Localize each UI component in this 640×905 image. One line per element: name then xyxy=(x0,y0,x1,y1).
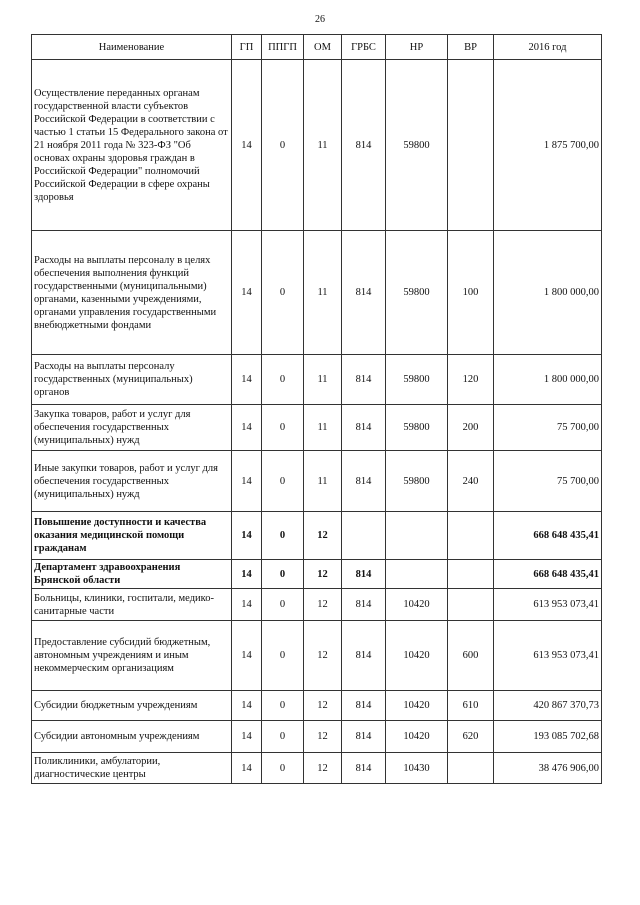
grbs-cell: 814 xyxy=(342,691,386,721)
om-cell: 12 xyxy=(304,560,342,589)
ppgp-cell: 0 xyxy=(262,621,304,691)
table-row xyxy=(32,512,602,560)
header-gp: ГП xyxy=(232,35,262,60)
vr-cell: 610 xyxy=(448,691,494,721)
table-row xyxy=(32,589,602,621)
ppgp-cell: 0 xyxy=(262,560,304,589)
om-cell: 12 xyxy=(304,589,342,621)
grbs-cell: 814 xyxy=(342,721,386,753)
grbs-cell: 814 xyxy=(342,621,386,691)
row-name: Субсидии бюджетным учреждениям xyxy=(32,691,232,721)
om-cell: 11 xyxy=(304,60,342,231)
ppgp-cell: 0 xyxy=(262,753,304,784)
amount-cell: 1 800 000,00 xyxy=(494,231,602,355)
vr-cell: 120 xyxy=(448,355,494,405)
table-row xyxy=(32,691,602,721)
om-cell: 12 xyxy=(304,753,342,784)
gp-cell: 14 xyxy=(232,512,262,560)
table-row xyxy=(32,621,602,691)
nr-cell: 59800 xyxy=(386,405,448,451)
row-name: Расходы на выплаты персоналу в целях обеспечения выполнения функций государственными (муниципальными) органами, казенными учреждениями, органами управления государственными внебюджетными фондами xyxy=(32,231,232,355)
nr-cell: 10420 xyxy=(386,589,448,621)
row-name: Повышение доступности и качества оказания медицинской помощи гражданам xyxy=(32,512,232,560)
table-row xyxy=(32,231,602,355)
nr-cell: 59800 xyxy=(386,60,448,231)
header-grbs: ГРБС xyxy=(342,35,386,60)
om-cell: 11 xyxy=(304,355,342,405)
om-cell: 12 xyxy=(304,512,342,560)
ppgp-cell: 0 xyxy=(262,589,304,621)
amount-cell: 420 867 370,73 xyxy=(494,691,602,721)
row-name: Расходы на выплаты персоналу государственных (муниципальных) органов xyxy=(32,355,232,405)
table-row xyxy=(32,60,602,231)
row-name: Иные закупки товаров, работ и услуг для обеспечения государственных (муниципальных) нужд xyxy=(32,451,232,512)
vr-cell xyxy=(448,60,494,231)
ppgp-cell: 0 xyxy=(262,405,304,451)
table-row xyxy=(32,405,602,451)
vr-cell xyxy=(448,560,494,589)
header-vr: ВР xyxy=(448,35,494,60)
om-cell: 12 xyxy=(304,721,342,753)
gp-cell: 14 xyxy=(232,231,262,355)
header-name: Наименование xyxy=(32,35,232,60)
ppgp-cell: 0 xyxy=(262,512,304,560)
nr-cell xyxy=(386,560,448,589)
grbs-cell: 814 xyxy=(342,60,386,231)
om-cell: 12 xyxy=(304,621,342,691)
row-name: Департамент здравоохранения Брянской области xyxy=(32,560,232,589)
vr-cell: 240 xyxy=(448,451,494,512)
row-name: Субсидии автономным учреждениям xyxy=(32,721,232,753)
gp-cell: 14 xyxy=(232,451,262,512)
vr-cell xyxy=(448,753,494,784)
amount-cell: 1 875 700,00 xyxy=(494,60,602,231)
om-cell: 12 xyxy=(304,691,342,721)
row-name: Осуществление переданных органам государственной власти субъектов Российской Федерации в соответствии с частью 1 статьи 15 Федерального закона от 21 ноября 2011 года № 323-ФЗ "Об основах охраны здоровья граждан в Российской Федерации" полномочий Российской Федерации в сфере охраны здоровья xyxy=(32,60,232,231)
amount-cell: 1 800 000,00 xyxy=(494,355,602,405)
gp-cell: 14 xyxy=(232,621,262,691)
vr-cell: 100 xyxy=(448,231,494,355)
gp-cell: 14 xyxy=(232,355,262,405)
nr-cell: 10430 xyxy=(386,753,448,784)
gp-cell: 14 xyxy=(232,560,262,589)
amount-cell: 38 476 906,00 xyxy=(494,753,602,784)
amount-cell: 613 953 073,41 xyxy=(494,589,602,621)
row-name: Поликлиники, амбулатории, диагностические центры xyxy=(32,753,232,784)
amount-cell: 613 953 073,41 xyxy=(494,621,602,691)
header-nr: НР xyxy=(386,35,448,60)
ppgp-cell: 0 xyxy=(262,721,304,753)
nr-cell: 59800 xyxy=(386,355,448,405)
om-cell: 11 xyxy=(304,405,342,451)
vr-cell: 620 xyxy=(448,721,494,753)
nr-cell: 10420 xyxy=(386,691,448,721)
ppgp-cell: 0 xyxy=(262,451,304,512)
grbs-cell: 814 xyxy=(342,405,386,451)
nr-cell: 10420 xyxy=(386,621,448,691)
amount-cell: 668 648 435,41 xyxy=(494,512,602,560)
nr-cell: 59800 xyxy=(386,451,448,512)
table-row xyxy=(32,355,602,405)
gp-cell: 14 xyxy=(232,691,262,721)
amount-cell: 193 085 702,68 xyxy=(494,721,602,753)
grbs-cell xyxy=(342,512,386,560)
budget-table xyxy=(31,34,602,784)
table-row xyxy=(32,560,602,589)
amount-cell: 668 648 435,41 xyxy=(494,560,602,589)
gp-cell: 14 xyxy=(232,753,262,784)
grbs-cell: 814 xyxy=(342,231,386,355)
gp-cell: 14 xyxy=(232,589,262,621)
row-name: Предоставление субсидий бюджетным, автономным учреждениям и иным некоммерческим организациям xyxy=(32,621,232,691)
vr-cell xyxy=(448,589,494,621)
page-number: 26 xyxy=(315,14,325,25)
gp-cell: 14 xyxy=(232,721,262,753)
table-row xyxy=(32,753,602,784)
nr-cell: 10420 xyxy=(386,721,448,753)
grbs-cell: 814 xyxy=(342,355,386,405)
grbs-cell: 814 xyxy=(342,753,386,784)
ppgp-cell: 0 xyxy=(262,60,304,231)
grbs-cell: 814 xyxy=(342,560,386,589)
om-cell: 11 xyxy=(304,451,342,512)
header-2016: 2016 год xyxy=(494,35,602,60)
vr-cell: 200 xyxy=(448,405,494,451)
ppgp-cell: 0 xyxy=(262,691,304,721)
gp-cell: 14 xyxy=(232,405,262,451)
table-row xyxy=(32,451,602,512)
nr-cell: 59800 xyxy=(386,231,448,355)
grbs-cell: 814 xyxy=(342,589,386,621)
grbs-cell: 814 xyxy=(342,451,386,512)
amount-cell: 75 700,00 xyxy=(494,451,602,512)
table-row xyxy=(32,721,602,753)
row-name: Больницы, клиники, госпитали, медико-санитарные части xyxy=(32,589,232,621)
om-cell: 11 xyxy=(304,231,342,355)
table-header-row xyxy=(32,35,602,60)
vr-cell xyxy=(448,512,494,560)
header-om: ОМ xyxy=(304,35,342,60)
header-ppgp: ППГП xyxy=(262,35,304,60)
gp-cell: 14 xyxy=(232,60,262,231)
ppgp-cell: 0 xyxy=(262,231,304,355)
amount-cell: 75 700,00 xyxy=(494,405,602,451)
vr-cell: 600 xyxy=(448,621,494,691)
nr-cell xyxy=(386,512,448,560)
row-name: Закупка товаров, работ и услуг для обеспечения государственных (муниципальных) нужд xyxy=(32,405,232,451)
ppgp-cell: 0 xyxy=(262,355,304,405)
